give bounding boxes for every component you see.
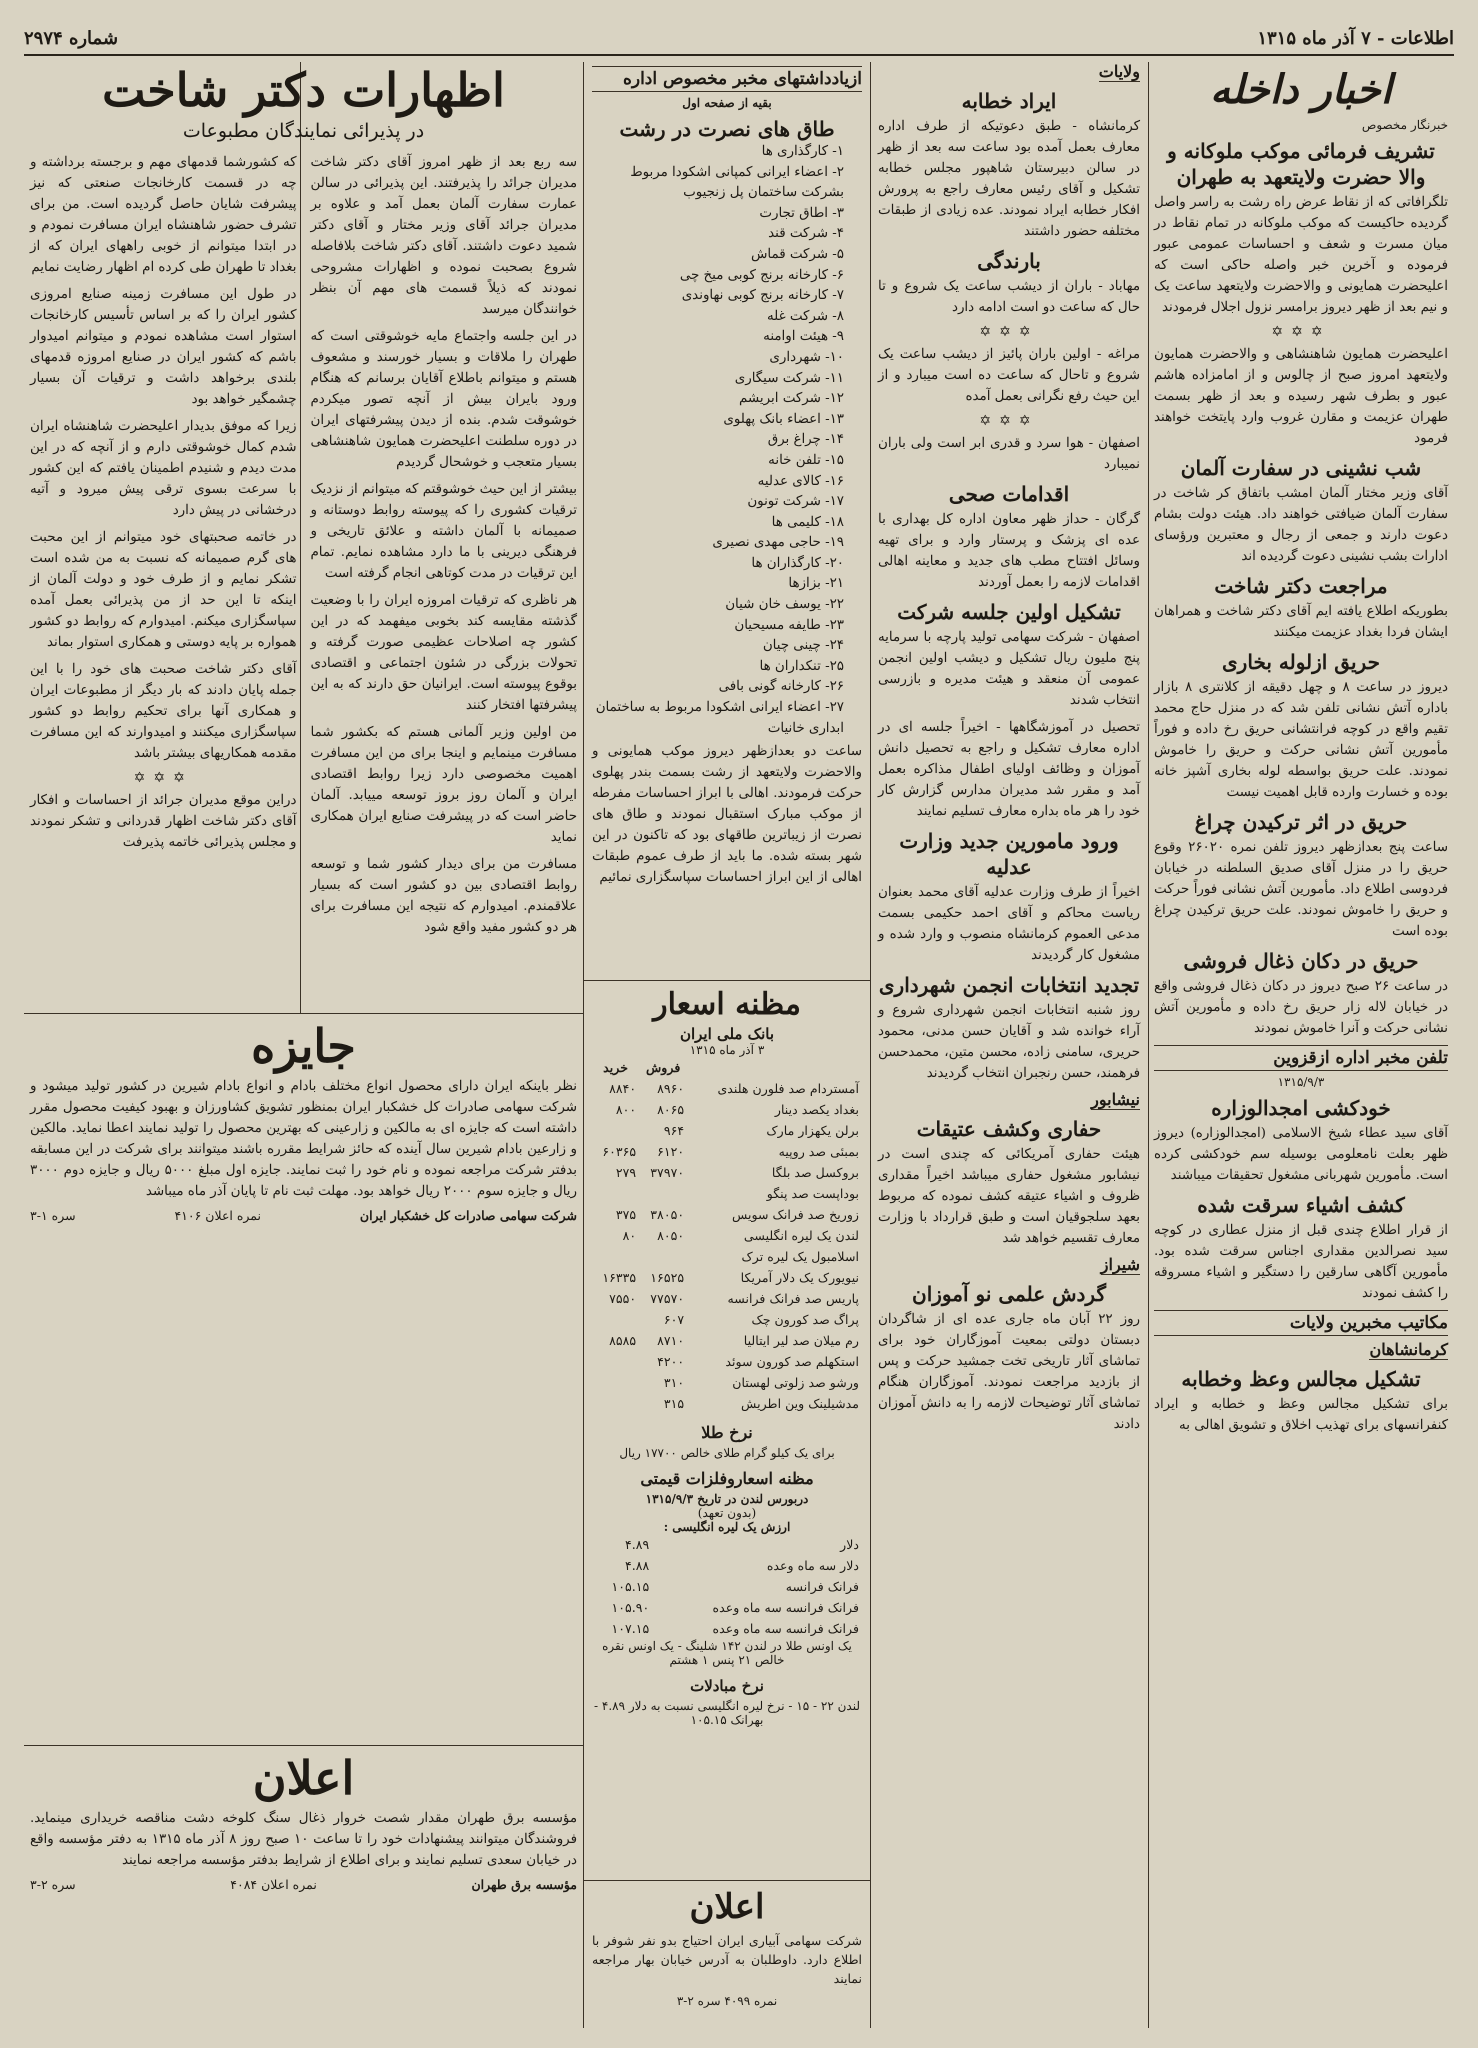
schacht-paragraph: آقای دکتر شاخت صحبت های خود را با این جمله پایان دادند که بار دیگر از مطبوعات ایران و همکاری آنها برای تحکیم روابط دو کشور سپاسگزاری میکنند و امیدوارند که این مسافرت مقدمه همکاریهای بیشتر باشد <box>30 662 297 761</box>
currency-rate-row <box>592 1099 862 1120</box>
provinces-header: ولایات <box>1098 62 1140 81</box>
currency-name-cell: بمبئی صد روپیه <box>778 1144 859 1159</box>
sell-rate-cell: ۳۱۰ <box>663 1375 685 1390</box>
schacht-title: اظهارات دکتر شاخت <box>102 63 505 117</box>
buy-rate-cell: ۸۵۸۵ <box>609 1333 637 1348</box>
embassy-party-text: آقای وزیر مختار آلمان امشب باتفاق کر شاخت در سفارت آلمان ضیافتی خواهند داد. هیئت دولت بشام دعوت دارند و جمعی از رجال و معتبرین ورؤسای ادارات بشب نشینی دعوت گردیده اند <box>1154 486 1448 564</box>
schacht-column-left <box>30 150 297 944</box>
london-exchange-subtitle: (بدون تعهد) <box>697 1506 757 1520</box>
sell-rate-cell: ۱۶۵۲۵ <box>650 1270 685 1285</box>
irrigation-ad-title: اعلان <box>689 1887 765 1927</box>
buy-rate-cell: ۸۸۴۰ <box>609 1081 637 1096</box>
buy-rate-cell: ۸۰ <box>622 1228 637 1243</box>
chimney-fire-title: حریق ازلوله بخاری <box>1222 650 1380 674</box>
buy-rate-cell: ۶۰۳۶۵ <box>602 1144 637 1159</box>
sell-rate-cell: ۳۱۵ <box>663 1396 685 1411</box>
tender-notice <box>24 1750 583 2040</box>
currency-rate-row <box>592 1225 862 1246</box>
municipal-elections-title: تجدید انتخابات انجمن شهرداری <box>878 973 1140 997</box>
schacht-article <box>24 62 583 1012</box>
prize-footer <box>30 1208 577 1223</box>
header-rule <box>24 54 1454 56</box>
arch-list-item: ۲- اعضاء ایرانی کمپانی اشکودا مربوط بشرکت ساختمان پل زنجیوب <box>630 164 844 201</box>
section-rule <box>583 1880 870 1881</box>
currency-name-cell: بروکسل صد بلگا <box>771 1165 859 1180</box>
schacht-paragraph: من اولین وزیر آلمانی هستم که بکشور شما مسافرت مینمایم و اینجا برای من این مسافرت اهمیت مخصوصی دارد زیرا روابط اقتصادی ایران و آلمان روز بروز توسعه مییابد. آلمان حاضر است که در پیشرفت صنایع ایران همکاری نماید <box>310 725 577 845</box>
prize-ad-number: نمره اعلان ۴۱۰۶ <box>174 1208 261 1223</box>
arch-list-item: ۲۵- تنکداران ها <box>759 658 844 674</box>
health-measures-text: گرگان - حداز ظهر معاون اداره کل بهداری با عده ای پزشک و پرستار وارد و برای تهیه وسائل افتتاح مطب های جدید و معاینه اهالی اقدامات لازمه را بعمل آوردند <box>878 512 1140 590</box>
pound-rate-value-cell: ۴.۸۹ <box>624 1537 650 1552</box>
suicide-title: خودکشی امجدالوزاره <box>1211 1096 1391 1120</box>
theft-text: از قرار اطلاع چندی قبل از منزل عطاری در کوچه سید نصرالدین مقداری اجناس سرقت شده بود. مأمورین آگاهی سارقین را دستگیر و اشیاء مسروقه را کشف نمودند <box>1154 1223 1448 1301</box>
schacht-return-text: بطوریکه اطلاع یافته ایم آقای دکتر شاخت و همراهان ایشان فردا بغداد عزیمت میکنند <box>1154 604 1448 640</box>
royal-arrival-text: اعلیحضرت همایون شاهنشاهی و والاحضرت همایون ولایتعهد امروز صبح از چالوس و از امامزاده هاشم عبور و بطرف شهر رسیده و بعد از ظهر بسمت طهران عزیمت و مقارن غروب وارد پایتخت خواهند فرمود <box>1154 347 1448 446</box>
sell-rate-cell: ۶۰۷ <box>663 1312 685 1327</box>
currency-rate-row <box>592 1372 862 1393</box>
pound-rates-table <box>592 1534 862 1639</box>
prize-text: نظر باینکه ایران دارای محصول انواع مختلف بادام و انواع بادام شیرین در کشور تولید میشود و شرکت سهامی صادرات کل خشکبار ایران بمنظور تشویق کشاورزان و بهبود کیفیت محصول مقرر داشته است که جایزه ای به مالکین و زارعینی که بهترین محصول را تولید نمایند اعطا نماید. مالکین و زارعین بادام شیرین سال آینده که حائز شرایط مقرره باشند میتوانند برای شرکت در این مسابقه بدفتر شرکت مراجعه نموده و نام خود را ثبت نمایند. جایزه اول مبلغ ۵۰۰۰ ریال و جایزه دوم ۳۰۰۰ ریال و جایزه سوم ۲۰۰۰ ریال خواهد بود. مهلت ثبت نام تا پایان آذر ماه میباشد <box>30 1079 577 1199</box>
lamp-fire-title: حریق در اثر ترکیدن چراغ <box>1194 810 1408 834</box>
buy-rate-cell: ۸۰۰ <box>615 1102 637 1117</box>
bank-date: ۳ آذر ماه ۱۳۱۵ <box>689 1043 765 1057</box>
tender-notice-title: اعلان <box>252 1751 355 1805</box>
sell-rate-cell: ۳۸۰۵۰ <box>650 1207 685 1222</box>
excavation-text: هیئت حفاری آمریکائی که چندی است در نیشابور مشغول حفاری میباشد اخیراً مقداری ظروف و اشیاء عتیقه کشف نموده که مربوط بعهد سلجوقیان است و طبق قرارداد با وزارت معارف تقسیم خواهد شد <box>878 1147 1140 1246</box>
chimney-fire-text: دیروز در ساعت ۸ و چهل دقیقه از کلانتری ۸ بازار باداره آتش نشانی تلفن شد که در منزل حاج محمد تقیم واقع در کوچه فرانتشانی حریق رخ داده و فوراً مأمورین آتش نشانی حرکت و حریق را خاموش نمودند. علت حریق بواسطه لوله بخاری آشپز خانه بوده و خسارت وارده قابل اهمیت نیست <box>1154 680 1449 800</box>
arch-list-item: ۲۳- طایفه مسیحیان <box>734 617 844 633</box>
star-ornament: ✡✡✡ <box>133 770 193 786</box>
buy-rate-cell: ۱۶۳۳۵ <box>602 1270 637 1285</box>
rainfall-maragheh-text: مراغه - اولین باران پائیز از دیشب ساعت یک شروع و تاحال که ساعت ده است میبارد و از این حیث رفع نگرانی بعمل آمده <box>878 347 1140 404</box>
currency-rate-row <box>592 1393 862 1414</box>
schacht-return-title: مراجعت دکتر شاخت <box>1214 574 1388 598</box>
triumphal-arches-title: طاق های نصرت در رشت <box>619 117 835 141</box>
pound-rate-name-cell: فرانک فرانسه سه ماه وعده <box>712 1600 859 1615</box>
arch-list-item: ۱۷- شرکت تونون <box>747 494 844 510</box>
currency-name-cell: استکهلم صد کورون سوئد <box>725 1354 859 1369</box>
suicide-text: آقای سید عطاء شیخ الاسلامی (امجدالوزاره) دیروز ظهر بعلت نامعلومی بوسیله سم خودکشی کرده است. مأمورین شهربانی مشغول تحقیقات میباشند <box>1154 1126 1448 1183</box>
continued-note: بقیه از صفحه اول <box>682 96 772 110</box>
arch-list-item: ۲۶- کارخانه گونی بافی <box>718 679 844 695</box>
schacht-subtitle: در پذیرائی نمایندگان مطبوعات <box>182 120 425 142</box>
schacht-paragraph: دراین موقع مدیران جرائد از احساسات و افکار آقای دکتر شاخت اظهار قدردانی و تشکر نمودند و مجلس پذیرائی خاتمه پذیرفت <box>30 793 297 850</box>
buy-rate-cell <box>592 1120 639 1141</box>
municipal-elections-text: روز شنبه انتخابات انجمن شهرداری شروع و آراء خوانده شد و آقایان حسن مدنی، محمود حریری، سامنی زاده، محسن متین، محمدحسن فرهمند، حسن رنجبران انتخاب گردیدند <box>878 1003 1140 1081</box>
prize-title: جایزه <box>251 1019 356 1073</box>
pound-rate-row <box>592 1618 862 1639</box>
sermons-text: برای تشکیل مجالس وعظ و خطابه و ایراد کنفرانسهای برای تهذیب اخلاق و تشویق اهالی به <box>1154 1397 1448 1433</box>
coal-shop-fire-text: در ساعت ۲۶ صبح دیروز در دکان ذغال فروشی واقع در خیابان لاله زار حریق رخ داده و مأمورین آتش نشانی حرکت و آنرا خاموش نمودند <box>1154 979 1448 1036</box>
correspondents-letters-title: مکاتیب مخبرین ولایات <box>1154 1310 1448 1336</box>
arch-list-item: ۴- شرکت قند <box>768 226 844 242</box>
schacht-paragraph: در طول این مسافرت زمینه صنایع امروزی کشور ایران را که بر اساس تأسیس کارخانجات استوار است مشاهده نمودم و میتوانم امیدوار باشم که کشور ایران در صنایع امروزه قدمهای بلندی برخواهد داشت و ترقیات آن بسیار چشمگیر خواهد بود <box>30 287 297 407</box>
issue-date: اطلاعات - ۷ آذر ماه ۱۳۱۵ <box>1257 28 1454 49</box>
speech-text: کرمانشاه - طبق دعوتیکه از طرف اداره معارف بعمل آمده بود ساعت سه بعد از ظهر در سالن دبیرستان شاهپور مجلس خطابه تشکیل و آقای رئیس معارف راجع به پرورش افکار خطابه ایراد نمودند. عده زیادی از طبقات مختلفه حضور داشتند <box>878 119 1140 239</box>
arch-list-item: ۱۱- شرکت سیگاری <box>734 370 844 386</box>
field-trip-title: گردش علمی نو آموزان <box>912 1282 1106 1306</box>
prize-serial: سره ۱-۳ <box>30 1208 76 1223</box>
currency-name-cell: ورشو صد زلوتی لهستان <box>732 1375 859 1390</box>
pound-rate-row <box>592 1534 862 1555</box>
arch-list-item: ۸- شرکت غله <box>767 308 844 324</box>
issue-number: شماره ۲۹۷۴ <box>24 28 119 49</box>
domestic-news-column <box>1148 62 1454 2028</box>
arch-list-item: ۲۱- بزازها <box>788 576 844 592</box>
metals-title: مظنه اسعاروفلزات قیمتی <box>640 1469 814 1488</box>
currency-rate-row <box>592 1288 862 1309</box>
pound-value-title: ارزش یک لیره انگلیسی : <box>663 1520 791 1534</box>
schacht-paragraph: بیشتر از این حیث خوشوقتم که میتوانم از نزدیک ترقیات کشوری را که پیوسته روابط دوستانه و صمیمانه با آلمان داشته و علائق تاریخی و فرهنگی دیرینی با ما دارد مشاهده نمایم. تمام این ترقیات در مدت کوتاهی انجام گرفته است <box>310 482 577 581</box>
currency-rate-row <box>592 1309 862 1330</box>
london-exchange-title: دربورس لندن در تاریخ ۱۳۱۵/۹/۳ <box>645 1492 809 1506</box>
arch-list-item: ۹- هیئت اوامنه <box>763 329 844 345</box>
column-rule <box>870 62 871 2028</box>
currency-name-cell: رم میلان صد لیر ایتالیا <box>743 1333 859 1348</box>
domestic-news-title: اخبار داخله <box>1210 66 1392 113</box>
buy-rate-cell: ۳۷۵ <box>615 1207 637 1222</box>
arch-list-item: ۱۶- کالای عدلیه <box>757 473 844 489</box>
arch-list-item: ۱۳- اعضاء بانک پهلوی <box>723 411 844 427</box>
bank-name: بانک ملی ایران <box>679 1025 775 1043</box>
schacht-paragraph: در این جلسه واجتماع مایه خوشوقتی است که طهران را ملاقات و بسیار خورسند و مشعوف هستم و میتوانم باطلاع آقایان برسانم که هنگام ورود بایران بیش از آنچه تصور میکردم خوشوقت شدم. بنده از دیدن پیشرفتهای ایران در دوره سلطنت اعلیحضرت همایون شاهنشاهی بسیار متعجب و خوشحال گردیدم <box>310 329 577 470</box>
currency-name-cell: لندن یک لیره انگلیسی <box>743 1228 859 1243</box>
schacht-paragraph: مسافرت من برای دیدار کشور شما و توسعه روابط اقتصادی بین دو کشور است که بسیار علاقمندم. امیدوارم که نتیجه این مسافرت برای هر دو کشور مفید واقع شود <box>310 857 577 935</box>
currency-rate-row <box>592 1078 862 1099</box>
schools-text: تحصیل در آموزشگاهها - اخیراً جلسه ای در اداره معارف تشکیل و راجع به تحصیل دانش آموزان و وظائف اولیای اطفال مذاکره بعمل آمد و مقرر شد مدیران مدارس گزارش کار خود را هر ماه بداره معارف تسلیم نمایند <box>878 720 1140 819</box>
schacht-body <box>30 150 577 944</box>
triumphal-arches-text: ساعت دو بعدازظهر دیروز موکب همایونی و والاحضرت ولایتعهد از رشت بسمت بندر پهلوی حرکت فرمودند. اهالی با ابراز احساسات مفرطه از موکب مبارک استقبال نمودند و طاق های نصرت از زیباترین طاقهای بود که تاکنون در این شهر بسته شده. ما باید از طرف عموم طبقات اهالی از این ابراز احساسات سپاسگزاری نمائیم <box>592 744 862 886</box>
speech-title: ایراد خطابه <box>961 89 1057 113</box>
buy-rate-cell <box>592 1246 639 1267</box>
gold-rate-title: نرخ طلا <box>701 1423 753 1442</box>
pound-rate-value-cell: ۱۰۷.۱۵ <box>611 1621 650 1636</box>
excavation-title: حفاری وکشف عتیقات <box>916 1117 1102 1141</box>
schacht-paragraph: سه ربع بعد از ظهر امروز آقای دکتر شاخت مدیران جرائد را پذیرفتند. این پذیرائی در سالن عمارت سفارت آلمان بعمل آمد و علاوه بر مدیران جرائد آقای وزیر مختار و آقای دکتر شمید دعوت داشتند. آقای دکتر شاخت بلافاصله شروع بصحبت نموده و اظهارات مشروحی نمودند که ذیلاً قسمت های مهم آن بنظر خوانندگان میرسد <box>310 155 577 317</box>
buy-rate-cell <box>592 1393 639 1414</box>
sell-rate-cell: ۳۷۹۷۰ <box>650 1165 685 1180</box>
sell-rate-cell: ۷۷۵۷۰ <box>650 1291 685 1306</box>
arch-list-item: ۶- کارخانه برنج کوبی میخ چی <box>679 267 844 283</box>
tender-notice-signature: مؤسسه برق طهران <box>471 1877 577 1892</box>
buy-rate-cell: ۲۷۹ <box>615 1165 637 1180</box>
arch-list-item: ۲۴- چینی چیان <box>762 638 844 654</box>
pound-rate-name-cell: فرانک فرانسه سه ماه وعده <box>712 1621 859 1636</box>
buy-rate-cell <box>592 1351 639 1372</box>
sell-rate-cell: ۹۶۴ <box>663 1123 685 1138</box>
pound-rate-name-cell: دلار <box>840 1537 859 1552</box>
sermons-title: تشکیل مجالس وعظ وخطابه <box>1181 1367 1421 1391</box>
star-ornament: ✡✡✡ <box>979 413 1039 429</box>
arch-list-item: ۵- شرکت قماش <box>751 246 844 262</box>
royal-return-title: تشریف فرمائی موکب ملوکانه و والا حضرت ولایتعهد به طهران <box>1167 139 1435 189</box>
field-trip-text: روز ۲۲ آبان ماه جاری عده ای از شاگردان دبستان دولتی بمعیت آموزگاران خود برای تماشای آثار تاریخی تخت جمشید حرکت و پس از بازدید مراجعت نمودند. آموزگاران هنگام تماشای آثار توضیحات لازمه را به دانش آموزان دادند <box>878 1312 1141 1432</box>
irrigation-ad <box>586 1885 868 2045</box>
health-measures-title: اقدامات صحی <box>948 482 1070 506</box>
tender-notice-footer <box>30 1877 577 1892</box>
pound-rate-value-cell: ۴.۸۸ <box>624 1558 650 1573</box>
currency-name-cell: اسلامبول یک لیره ترک <box>741 1249 859 1264</box>
triumphal-arches-list <box>592 142 862 739</box>
metals-note: یک اونس طلا در لندن ۱۴۲ شلینگ - یک اونس نقره خالص ۲۱ پنس ۱ هشتم <box>602 1639 852 1667</box>
currency-rate-row <box>592 1162 862 1183</box>
pound-rate-row <box>592 1555 862 1576</box>
neyshabur-tag: نیشابور <box>1091 1090 1140 1109</box>
theft-title: کشف اشیاء سرقت شده <box>1197 1193 1405 1217</box>
sell-rate-cell <box>639 1246 687 1267</box>
sell-rate-cell <box>639 1183 687 1204</box>
prize-signature: شرکت سهامی صادرات کل خشکبار ایران <box>359 1208 577 1223</box>
masthead <box>24 28 1454 52</box>
currency-name-cell: پراگ صد کورون چک <box>751 1312 859 1327</box>
currency-rate-row <box>592 1330 862 1351</box>
currency-name-cell: بغداد یکصد دینار <box>774 1102 859 1117</box>
currency-name-cell: بوداپست صد پنگو <box>766 1186 859 1201</box>
column-header-sell: فروش <box>645 1060 681 1075</box>
currency-name-cell: آمستردام صد فلورن هلندی <box>717 1081 859 1096</box>
buy-rate-cell <box>592 1309 639 1330</box>
column-rule <box>583 62 584 2028</box>
sell-rate-cell: ۴۲۰۰ <box>657 1354 685 1369</box>
rainfall-title: بارندگی <box>977 249 1041 273</box>
arch-list-item: ۳- اطاق تجارت <box>759 205 844 221</box>
currency-rate-row <box>592 1204 862 1225</box>
arch-list-item: ۱- کارگذاری ها <box>761 144 844 159</box>
rainfall-mahabad-text: مهاباد - باران از دیشب ساعت یک شروع و تا حال که ساعت دو است ادامه دارد <box>878 279 1140 315</box>
buy-rate-cell <box>592 1183 639 1204</box>
special-correspondent-tag: خبرنگار مخصوص <box>1361 118 1448 132</box>
pound-rate-name-cell: فرانک فرانسه <box>785 1579 859 1594</box>
exchange-rates-title: نرخ مبادلات <box>690 1677 764 1695</box>
coal-shop-fire-title: حریق در دکان ذغال فروشی <box>1183 949 1419 973</box>
prize-announcement <box>24 1018 583 1740</box>
pound-rate-name-cell: دلار سه ماه وعده <box>766 1558 859 1573</box>
schacht-paragraph: در خاتمه صحبتهای خود میتوانم از این محبت های گرم صمیمانه که نسبت به من شده است تشکر نمایم و از طرف خود و دولت آلمان از اینکه تا این حد از من پذیرائی بعمل آمده سپاسگزاری میکنم. امیدوارم که روابط دو کشور همواره بر پایه دوستی و همکاری استوار بماند <box>30 530 297 650</box>
market-rates-title: مظنه اسعار <box>653 987 801 1022</box>
company-meeting-text: اصفهان - شرکت سهامی تولید پارچه با سرمایه پنج ملیون ریال تشکیل و دیشب اولین انجمن عمومی آن منعقد و هیئت مدیره و بازرسی انتخاب شدند <box>878 630 1140 708</box>
arch-list-item: ۱۴- چراغ برق <box>767 432 844 448</box>
schacht-paragraph: زیرا که موفق بدیدار اعلیحضرت شاهنشاه ایران شدم کمال خوشوقتی دارم و از آنچه که در این مدت دیدم و شنیدم اطمینان یافتم که این کشور با سرعت بسوی ترقی پیش میرود و آتیه درخشانی در پیش دارد <box>30 419 297 518</box>
star-ornament: ✡✡✡ <box>979 324 1039 340</box>
column-header-currency <box>687 1057 862 1078</box>
schacht-column-right <box>311 150 578 944</box>
qazvin-date: ۱۳۱۵/۹/۳ <box>1277 1075 1325 1089</box>
sell-rate-cell: ۶۱۲۰ <box>657 1144 685 1159</box>
buy-rate-cell <box>592 1372 639 1393</box>
kermanshah-tag: کرمانشاهان <box>1369 1340 1448 1359</box>
weather-isfahan-text: اصفهان - هوا سرد و قدری ابر است ولی باران نمیبارد <box>878 436 1140 472</box>
sell-rate-cell: ۸۷۱۰ <box>657 1333 685 1348</box>
exchange-rates-text: لندن ۲۲ - ۱۵ - نرخ لیره انگلیسی نسبت به دلار ۴.۸۹ - بهرانک ۱۰۵.۱۵ <box>594 1699 860 1727</box>
justice-officials-text: اخیراً از طرف وزارت عدلیه آقای محمد بعنوان ریاست محاکم و آقای احمد حکیمی بسمت مدعی العموم کرمانشاه منصوب و وارد شده و مشغول کار گردیدند <box>878 885 1140 963</box>
market-rates-column <box>586 985 868 1880</box>
pound-rate-value-cell: ۱۰۵.۱۵ <box>611 1579 650 1594</box>
embassy-party-title: شب نشینی در سفارت آلمان <box>1180 456 1422 480</box>
justice-officials-title: ورود مامورین جدید وزارت عدلیه <box>899 829 1119 879</box>
arch-list-item: ۱۹- حاجی مهدی نصیری <box>712 535 844 551</box>
qazvin-phone-title: تلفن مخبر اداره ازقزوین <box>1154 1045 1448 1071</box>
currency-name-cell: مدشیلینک وین اطریش <box>741 1396 859 1411</box>
shiraz-tag: شیراز <box>1100 1255 1140 1274</box>
currency-name-cell: زوریخ صد فرانک سویس <box>731 1207 859 1222</box>
currency-name-cell: نیویورک یک دلار آمریکا <box>740 1270 859 1285</box>
arch-list-item: ۱۰- شهرداری <box>769 349 844 365</box>
sell-rate-cell: ۸۰۵۰ <box>657 1228 685 1243</box>
gold-rate-text: برای یک کیلو گرام طلای خالص ۱۷۷۰۰ ریال <box>619 1446 835 1460</box>
tender-notice-number: نمره اعلان ۴۰۸۴ <box>230 1877 317 1892</box>
column-header-buy: خرید <box>603 1060 629 1075</box>
irrigation-ad-text: شرکت سهامی آبیاری ایران احتیاج بدو نفر شوفر با اطلاع دارد. داوطلبان به آدرس خیابان بهار مراجعه نمایند <box>592 1933 862 1986</box>
currency-rate-row <box>592 1120 862 1141</box>
arch-list-item: ۲۲- یوسف خان شیان <box>725 597 844 613</box>
buy-rate-cell: ۷۵۵۰ <box>609 1291 637 1306</box>
currency-rate-row <box>592 1183 862 1204</box>
sell-rate-cell: ۸۰۶۵ <box>657 1102 685 1117</box>
currency-name-cell: پاریس صد فرانک فرانسه <box>727 1291 859 1306</box>
arch-list-item: ۲۰- کارگذاران ها <box>751 555 844 571</box>
irrigation-ad-number: نمره ۴۰۹۹ سره ۲-۳ <box>676 1994 778 2008</box>
lamp-fire-text: ساعت پنج بعدازظهر دیروز تلفن نمره ۲۶۰۲۰ وقوع حریق را در منزل آقای صدیق السلطنه در خیابان فردوسی اطلاع داد. مأمورین آتش نشانی فوراً حرکت و حریق را خاموش نمودند. علت حریق ترکیدن چراغ بوده است <box>1154 840 1448 939</box>
correspondent-notes-column <box>586 62 868 982</box>
currency-rate-row <box>592 1351 862 1372</box>
pound-rate-row <box>592 1576 862 1597</box>
currency-name-cell: برلن یکهزار مارک <box>766 1123 859 1138</box>
tender-notice-text: مؤسسه برق طهران مقدار شصت خروار ذغال سنگ کلوخه دشت مناقصه خریداری مینماید. فروشندگان میتوانند پیشنهادات خود را تا ساعت ۱۰ صبح روز ۸ آذر ماه ۱۳۱۵ به دفتر مؤسسه واقع در خیابان سعدی تسلیم نمایند و برای اطلاع از شرایط بدفتر مؤسسه مراجعه نمایند <box>30 1811 577 1868</box>
currency-rate-row <box>592 1141 862 1162</box>
section-rule <box>24 1745 583 1746</box>
arch-list-item: ۱۵- تلفن خانه <box>768 452 844 468</box>
currency-rates-table <box>592 1057 862 1414</box>
royal-return-text: تلگرافاتی که از نقاط عرض راه رشت به راسر واصل گردیده حاکیست که موکب ملوکانه در تمام نقاط در میان مسرت و شعف و احساسات عمومی عبور فرموده و آخرین خبر واصله حاکی است که اعلیحضرت همایونی و والاحضرت ولایتعهد ساعت یک و نیم بعد از ظهر دیروز برامسر نزول اجلال فرمودند <box>1154 195 1448 315</box>
currency-rate-row <box>592 1246 862 1267</box>
arch-list-item: ۲۷- اعضاء ایرانی اشکودا مربوط به ساختمان ابداری خانیات <box>595 700 844 736</box>
currency-rate-row <box>592 1267 862 1288</box>
schacht-paragraph: که کشورشما قدمهای مهم و برجسته برداشته و چه در قسمت کارخانجات صنعتی که نیز پیشرفت شایان حاصل گردیده است. من برای تشرف حضور شاهنشاه ایران مسافرت نمودم و در ابتدا میتوانم از خوبی راههای ایران که از بغداد تا طهران طی کرده ام اظهار رضایت نمایم <box>30 155 297 275</box>
arch-list-item: ۱۸- کلیمی ها <box>771 514 844 530</box>
sell-rate-cell: ۸۹۶۰ <box>657 1081 685 1096</box>
arch-list-item: ۷- کارخانه برنج کوبی نهاوندی <box>681 288 844 304</box>
pound-rate-row <box>592 1597 862 1618</box>
notes-header: ازیادداشتهای مخبر مخصوص اداره <box>592 66 862 92</box>
company-meeting-title: تشکیل اولین جلسه شرکت <box>897 600 1121 624</box>
section-rule <box>24 1013 583 1014</box>
provinces-column <box>872 62 1146 2028</box>
arch-list-item: ۱۲- شرکت ابریشم <box>739 391 844 407</box>
star-ornament: ✡✡✡ <box>1271 324 1331 340</box>
tender-notice-serial: سره ۲-۳ <box>30 1877 76 1892</box>
pound-rate-value-cell: ۱۰۵.۹۰ <box>611 1600 650 1615</box>
schacht-paragraph: هر ناظری که ترقیات امروزه ایران را با وضعیت گذشته مقایسه کند بخوبی میفهمد که در این کشور چه اصلاحات عظیمی صورت گرفته و تحولات بزرگی در شئون اجتماعی و اقتصادی بوقوع پیوسته است. ایرانیان حق دارند که به این پیشرفتها افتخار کنند <box>310 593 577 713</box>
